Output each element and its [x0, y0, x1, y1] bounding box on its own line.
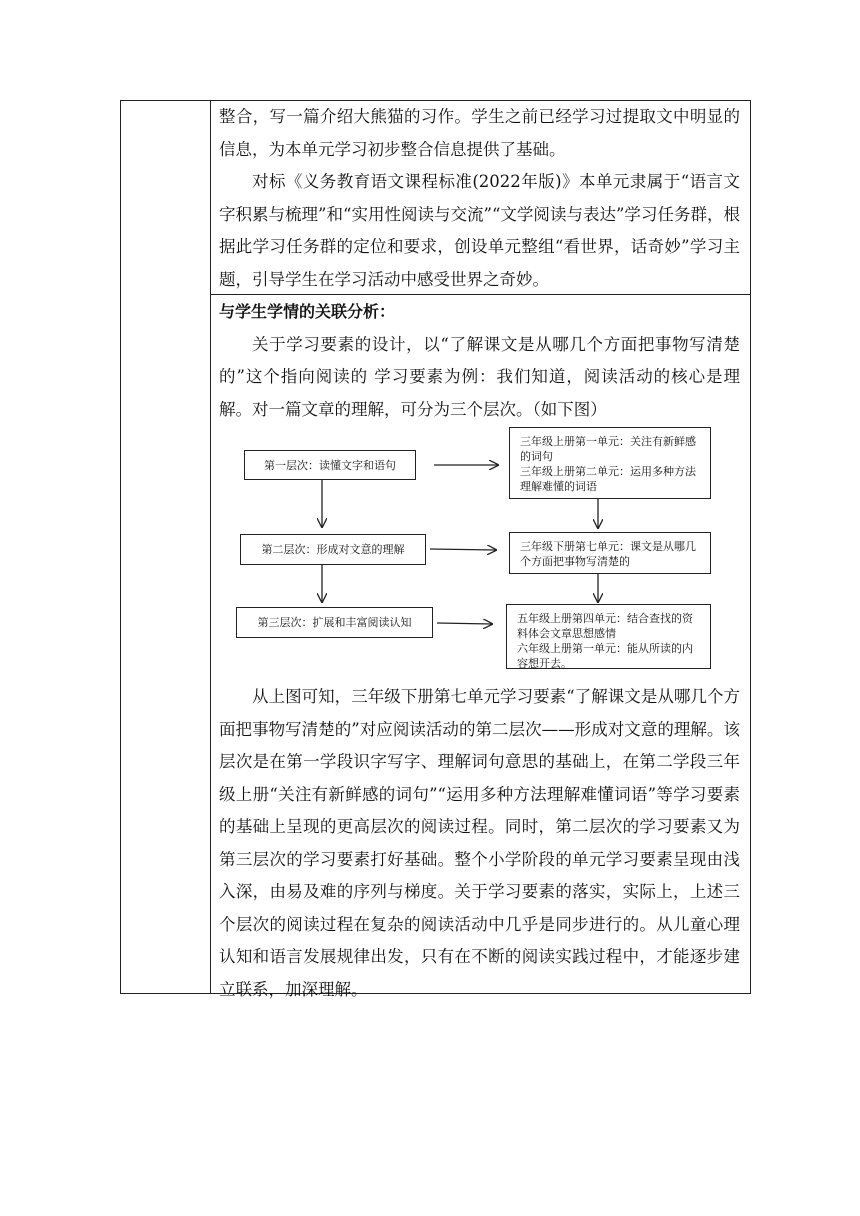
level1-box: 第一层次：读懂文字和语句 — [244, 450, 416, 480]
content-cell-curriculum — [219, 101, 740, 296]
content-cell-analysis — [219, 296, 740, 426]
grade5-grade6-box — [506, 604, 711, 669]
level2-box: 第二层次：形成对文意的理解 — [240, 534, 426, 565]
grade5-unit4-text: 五年级上册第四单元：结合查找的资料体会文章思想感情 — [517, 612, 693, 640]
grade3-vol2-box — [509, 532, 711, 574]
grade3-unit7-text: 三年级下册第七单元：课文是从哪几个方面把事物写清楚的 — [520, 540, 696, 568]
section-heading: 与学生学情的关联分析： — [219, 302, 396, 321]
reading-levels-diagram — [222, 424, 722, 674]
paragraph-standard: 对标《义务教育语文课程标准(2022年版)》本单元隶属于“语言文字积累与梳理”和“实用性阅读与交流”“文学阅读与表达”学习任务群，根据此学习任务群的定位和要求，创设单元整组“看世界，话奇妙”学习主题，引导学生在学习活动中感受世界之奇妙。 — [219, 172, 740, 289]
paragraph-conclusion: 从上图可知，三年级下册第七单元学习要素“了解课文是从哪几个方面把事物写清楚的”对应阅读活动的第二层次——形成对文意的理解。该层次是在第一学段识字写字、理解词句意思的基础上，在第二学段三年级上册“关注有新鲜感的词句”“运用多种方法理解难懂词语”等学习要素的基础上呈现的更高层次的阅读过程。同时，第二层次的学习要素又为第三层次的学习要素打好基础。整个小学阶段的单元学习要素呈现由浅入深，由易及难的序列与梯度。关于学习要素的落实，实际上，上述三个层次的阅读过程在复杂的阅读活动中几乎是同步进行的。从儿童心理认知和语言发展规律出发，只有在不断的阅读实践过程中，才能逐步建立联系，加深理解。 — [219, 687, 740, 999]
content-cell-conclusion — [219, 681, 740, 1006]
grade3-vol1-box — [509, 427, 711, 499]
arrow-level2-to-box2 — [430, 549, 496, 550]
table-left-column — [121, 101, 211, 993]
grade3-unit2-text: 三年级上册第二单元：运用多种方法理解难懂的词语 — [520, 465, 696, 493]
level3-box: 第三层次：扩展和丰富阅读认知 — [236, 607, 433, 638]
arrow-level3-to-box3 — [437, 623, 492, 624]
paragraph-continuation: 整合，写一篇介绍大熊猫的习作。学生之前已经学习过提取文中明显的信息，为本单元学习初步整合信息提供了基础。 — [219, 107, 740, 159]
grade6-unit1-text: 六年级上册第一单元：能从所读的内容想开去。 — [517, 642, 693, 670]
paragraph-intro: 关于学习要素的设计，以“了解课文是从哪几个方面把事物写清楚的”这个指向阅读的 学习要素为例：我们知道，阅读活动的核心是理解。对一篇文章的理解，可分为三个层次。（如下图） — [219, 334, 740, 419]
grade3-unit1-text: 三年级上册第一单元：关注有新鲜感的词句 — [520, 435, 696, 463]
